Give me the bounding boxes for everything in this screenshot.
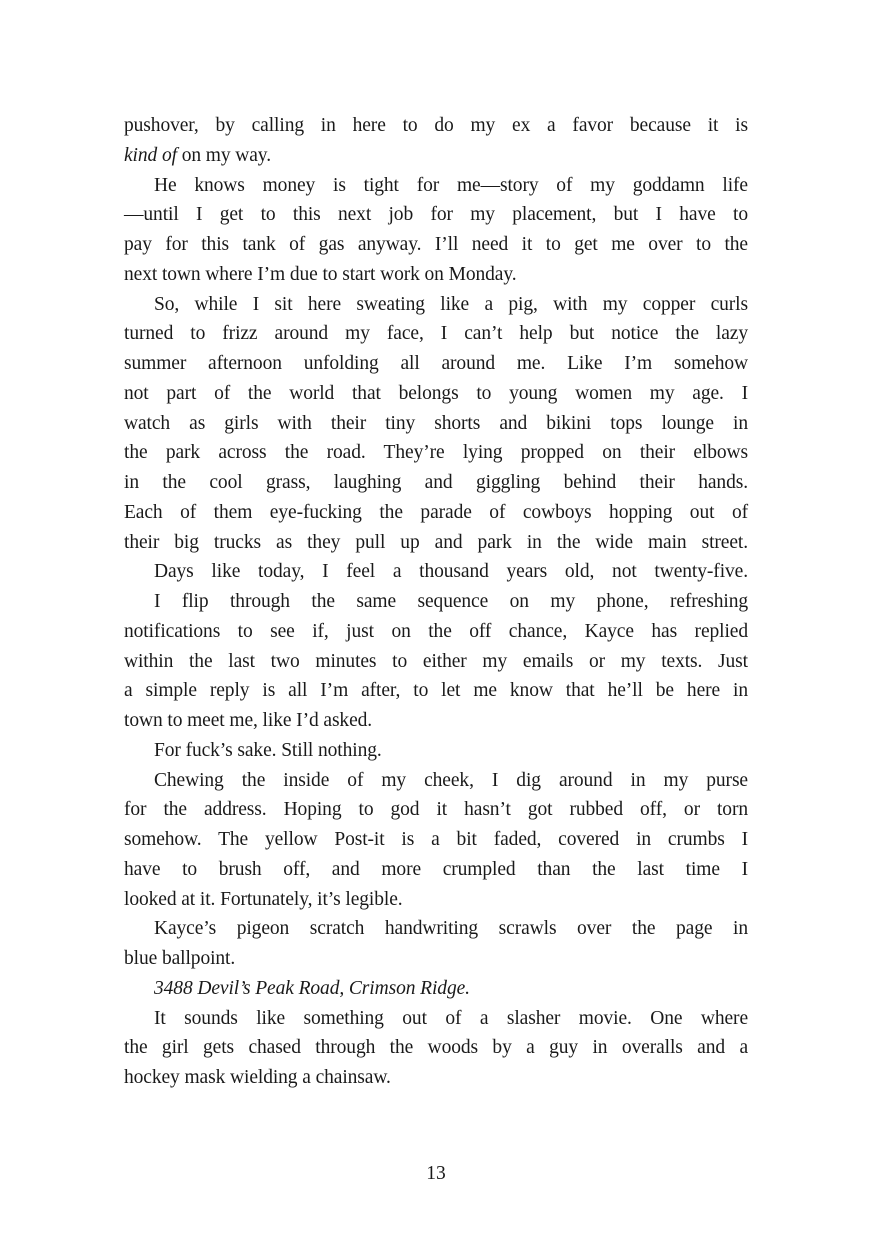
text-segment: Chewing the inside of my cheek, I dig around in my purse (154, 769, 748, 791)
text-segment: Days like today, I feel a thousand years old, not twenty-five. (154, 561, 748, 583)
text-segment: —until I get to this next job for my placement, but I have to (124, 204, 748, 226)
text-line (124, 409, 748, 439)
text-segment: somehow. The yellow Post-it is a bit faded, covered in crumbs I (124, 829, 748, 850)
text-line (124, 468, 748, 498)
text-line (124, 914, 748, 944)
text-line (124, 974, 748, 1004)
text-segment: for the address. Hoping to god it hasn’t got rubbed off, or torn (124, 799, 748, 821)
text-segment: the girl gets chased through the woods by a guy in overalls and a (124, 1037, 748, 1059)
text-line (124, 1004, 748, 1034)
text-segment: a simple reply is all I’m after, to let me know that he’ll be here in (124, 680, 748, 702)
text-line (124, 1033, 748, 1063)
text-line (124, 706, 748, 736)
italic-text-segment: 3488 Devil’s Peak Road, Crimson Ridge. (154, 977, 470, 999)
text-line (124, 230, 748, 260)
text-line (124, 557, 748, 587)
text-line (124, 825, 748, 855)
text-line (124, 617, 748, 647)
text-line (124, 855, 748, 885)
text-line (124, 795, 748, 825)
text-line (124, 885, 748, 915)
text-segment: For fuck’s sake. Still nothing. (154, 739, 382, 761)
text-segment: within the last two minutes to either my emails or my texts. Just (124, 650, 748, 672)
text-segment: turned to frizz around my face, I can’t help but notice the lazy (124, 323, 748, 345)
text-line (124, 528, 748, 558)
text-line (124, 676, 748, 706)
text-segment: blue ballpoint. (124, 948, 236, 969)
text-line (124, 290, 748, 320)
text-segment: looked at it. Fortunately, it’s legible. (124, 888, 403, 910)
text-segment: Kayce’s pigeon scratch handwriting scrawls over the page in (154, 918, 748, 940)
text-segment: It sounds like something out of a slasher movie. One where (154, 1007, 748, 1029)
text-line (124, 349, 748, 379)
text-segment: their big trucks as they pull up and park in the wide main street. (124, 531, 748, 553)
page-number: 13 (426, 1163, 446, 1184)
text-line (124, 766, 748, 796)
text-segment: town to meet me, like I’d asked. (124, 710, 373, 731)
text-segment: He knows money is tight for me—story of my goddamn life (154, 174, 748, 196)
italic-text-segment: kind of (124, 144, 182, 166)
text-line (124, 260, 748, 290)
text-segment: in the cool grass, laughing and giggling behind their hands. (124, 472, 748, 493)
text-line (124, 438, 748, 468)
text-block (124, 111, 748, 1093)
text-line (124, 647, 748, 677)
text-line (124, 141, 748, 171)
text-segment: Each of them eye-fucking the parade of cowboys hopping out of (124, 501, 748, 523)
text-segment: notifications to see if, just on the off chance, Kayce has replied (124, 620, 748, 642)
text-line (124, 944, 748, 974)
text-segment: So, while I sit here sweating like a pig, with my copper curls (154, 293, 748, 315)
text-segment: hockey mask wielding a chainsaw. (124, 1067, 391, 1088)
text-line (124, 171, 748, 201)
text-segment: on my way. (181, 144, 271, 166)
text-line (124, 587, 748, 617)
text-segment: have to brush off, and more crumpled than the last time I (124, 858, 748, 880)
text-segment: watch as girls with their tiny shorts and bikini tops lounge in (124, 412, 748, 434)
text-segment: pushover, by calling in here to do my ex a favor because it is (124, 115, 748, 136)
text-line (124, 319, 748, 349)
text-segment: I flip through the same sequence on my phone, refreshing (154, 591, 748, 612)
text-segment: next town where I’m due to start work on Monday. (124, 263, 517, 285)
text-line (124, 111, 748, 141)
text-segment: summer afternoon unfolding all around me. Like I’m somehow (124, 353, 748, 374)
text-line (124, 200, 748, 230)
text-segment: the park across the road. They’re lying propped on their elbows (124, 442, 748, 464)
text-segment: pay for this tank of gas anyway. I’ll need it to get me over to the (124, 234, 748, 255)
text-line (124, 1063, 748, 1093)
text-segment: not part of the world that belongs to young women my age. I (124, 382, 748, 404)
text-line (124, 736, 748, 766)
text-line (124, 379, 748, 409)
text-line (124, 498, 748, 528)
